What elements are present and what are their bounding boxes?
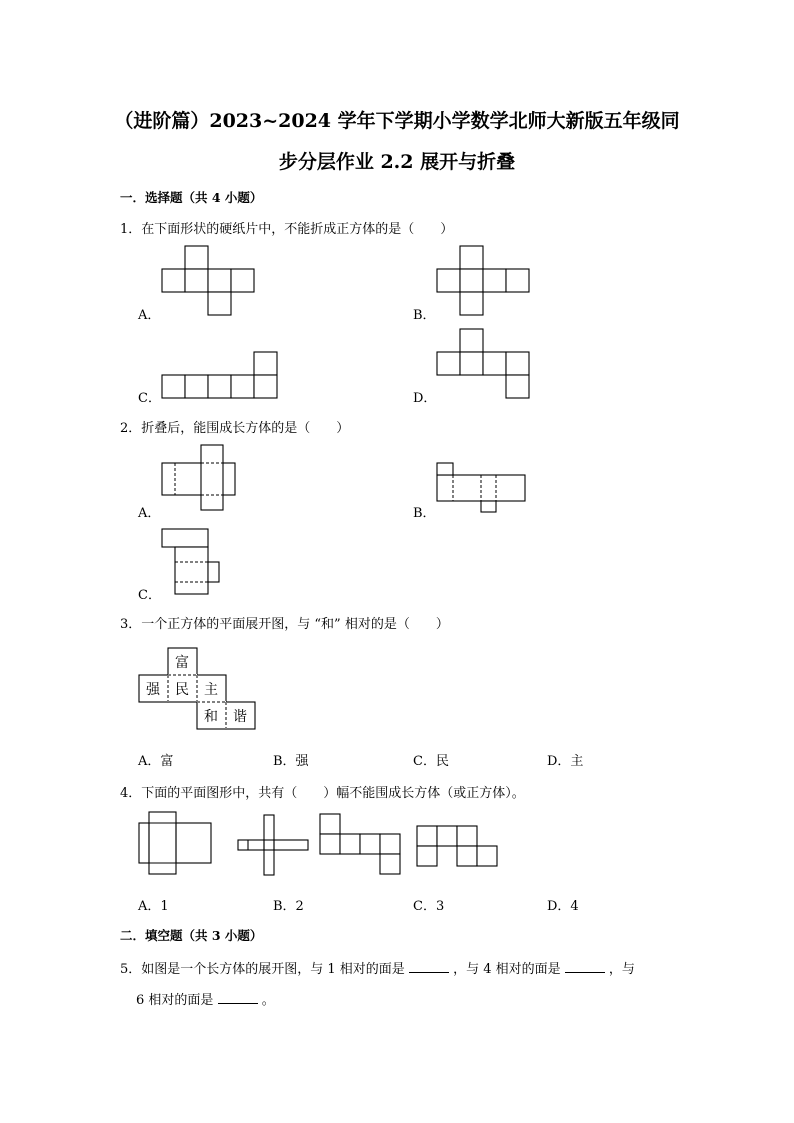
- q4-figure-1: [139, 812, 211, 874]
- q3-face-xie: 谐: [233, 709, 247, 725]
- q2-net-a: [162, 445, 235, 510]
- q4-figure-4: [417, 826, 497, 866]
- q1-net-b: [437, 246, 529, 315]
- q2-option-c-label: C．: [138, 588, 161, 603]
- question-3-stem: 3．一个正方体的平面展开图，与 “和” 相对的是（ ）: [120, 617, 449, 632]
- q4-option-a: A．1: [138, 899, 169, 914]
- q1-net-a: [162, 246, 254, 315]
- q1-net-c: [162, 352, 277, 398]
- question-2-stem: 2．折叠后，能围成长方体的是（ ）: [120, 421, 350, 436]
- q5-text-part5: 。: [261, 993, 275, 1008]
- q1-option-b-label: B．: [413, 308, 436, 323]
- q5-text-part1: 5．如图是一个长方体的展开图，与 1 相对的面是: [120, 962, 405, 977]
- q3-option-c: C．民: [413, 754, 449, 769]
- q4-option-b: B．2: [273, 899, 304, 914]
- q1-option-a-label: A．: [138, 308, 161, 323]
- q1-net-d: [437, 329, 529, 398]
- q4-option-d: D．4: [547, 899, 579, 914]
- q3-net: [139, 648, 255, 729]
- q2-option-a-label: A．: [138, 506, 161, 521]
- q3-face-fu: 富: [175, 655, 189, 671]
- q3-face-min: 民: [175, 682, 189, 698]
- q4-figure-2: [238, 815, 308, 875]
- q3-face-qiang: 强: [146, 682, 160, 698]
- q2-net-c: [162, 529, 219, 594]
- section-heading-fill: 二．填空题（共 3 小题）: [120, 928, 263, 943]
- q5-text-part2: ，与 4 相对的面是: [453, 962, 561, 977]
- q1-option-d-label: D．: [413, 391, 437, 406]
- q2-option-b-label: B．: [413, 506, 436, 521]
- q3-face-he: 和: [204, 709, 218, 725]
- q2-net-b: [437, 463, 525, 512]
- q1-option-c-label: C．: [138, 391, 161, 406]
- q5-text-part4: 6 相对的面是: [136, 993, 214, 1008]
- page-title-line2: 步分层作业 2.2 展开与折叠: [278, 151, 516, 173]
- page-title-line1: （进阶篇）2023~2024 学年下学期小学数学北师大新版五年级同: [114, 110, 680, 132]
- q3-option-b: B．强: [273, 754, 309, 769]
- q3-option-d: D．主: [547, 754, 584, 769]
- q3-face-zhu: 主: [204, 682, 218, 698]
- question-1-stem: 1．在下面形状的硬纸片中，不能折成正方体的是（ ）: [120, 222, 454, 237]
- q3-option-a: A．富: [138, 754, 174, 769]
- section-heading-choice: 一．选择题（共 4 小题）: [120, 190, 263, 205]
- question-4-stem: 4．下面的平面图形中，共有（ ）幅不能围成长方体（或正方体）。: [120, 786, 525, 801]
- q4-option-c: C．3: [413, 899, 445, 914]
- q5-text-part3: ，与: [608, 962, 635, 977]
- q4-figure-3: [320, 814, 400, 874]
